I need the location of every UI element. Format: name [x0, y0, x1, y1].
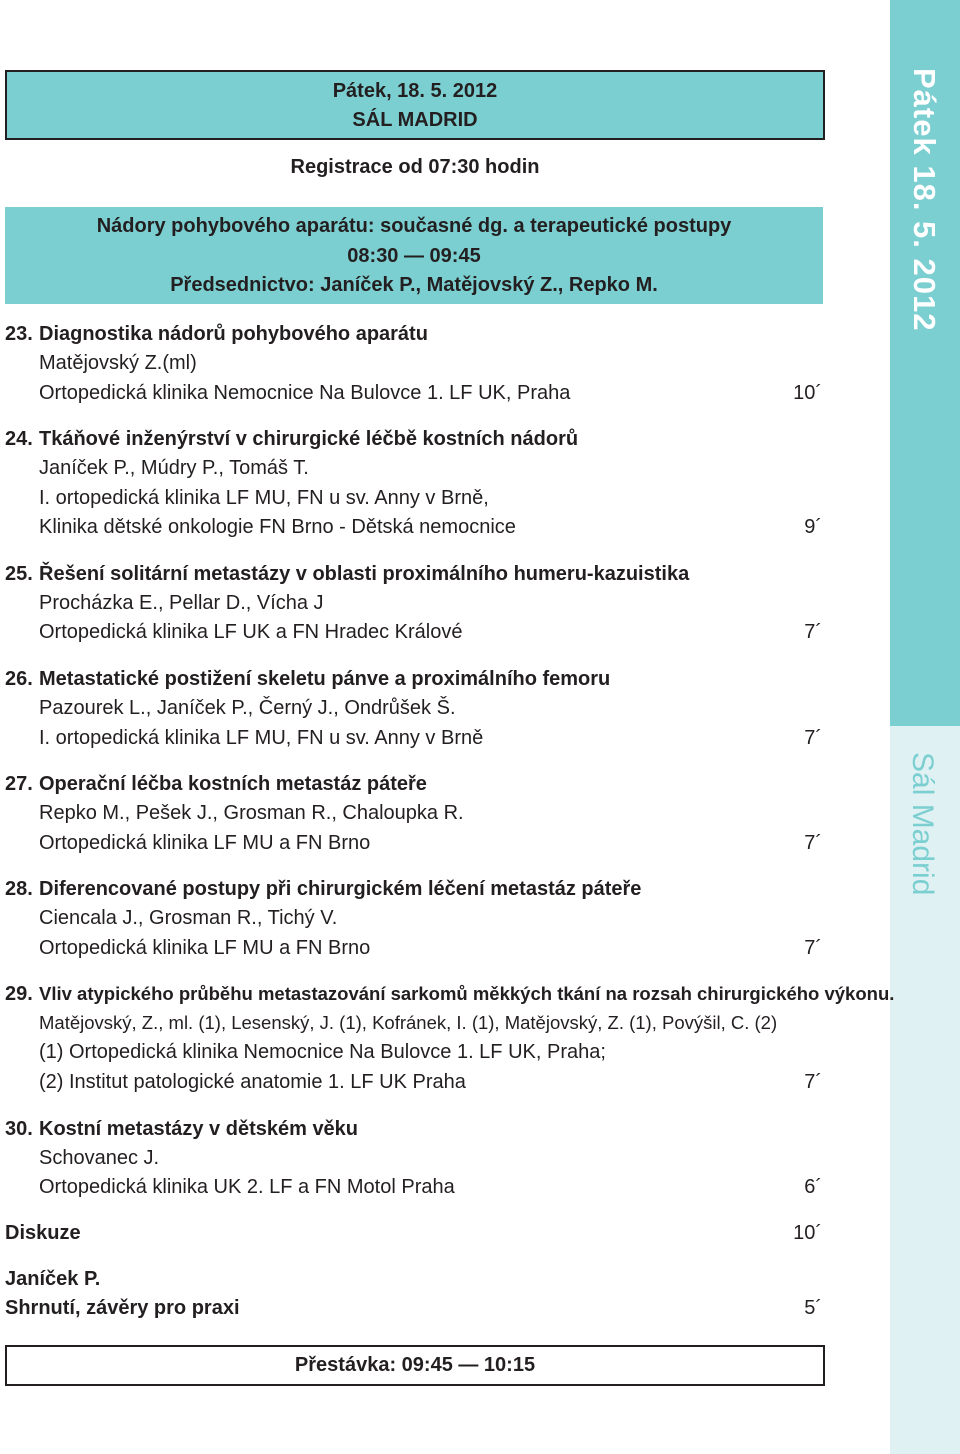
talk-affiliation: Ortopedická klinika Nemocnice Na Bulovce 1. LF UK, Praha — [39, 382, 571, 404]
session-time: 08:30 — 09:45 — [347, 245, 481, 267]
break-text: Přestávka: 09:45 — 10:15 — [294, 1354, 536, 1376]
header-room: SÁL MADRID — [352, 109, 478, 131]
talk-affiliation: Klinika dětské onkologie FN Brno - Dětská nemocnice — [39, 516, 516, 538]
talk-number: 26. — [5, 668, 33, 690]
talk-title: Diferencované postupy při chirurgickém léčení metastáz páteře — [39, 878, 642, 900]
talk-affiliation: Ortopedická klinika LF MU a FN Brno — [39, 832, 371, 854]
talk-duration: 9´ — [804, 516, 822, 538]
talk-title: Vliv atypického průběhu metastazování sarkomů měkkých tkání na rozsah chirurgického výkonu. — [39, 983, 895, 1004]
session-title: Nádory pohybového aparátu: současné dg. a terapeutické postupy — [96, 215, 732, 237]
session-box — [5, 207, 823, 304]
talk-number: 29. — [5, 983, 33, 1005]
talk-number: 24. — [5, 428, 33, 450]
talk-authors: Pazourek L., Janíček P., Černý J., Ondrůšek Š. — [39, 697, 456, 719]
talk-number: 28. — [5, 878, 33, 900]
registration-text: Registrace od 07:30 hodin — [290, 156, 540, 178]
talk-duration: 7´ — [804, 937, 822, 959]
talk-number: 27. — [5, 773, 33, 795]
talk-authors: Matějovský Z.(ml) — [39, 352, 197, 374]
session-chairs: Předsednictvo: Janíček P., Matějovský Z., Repko M. — [170, 274, 658, 296]
discussion-duration: 10´ — [793, 1222, 822, 1244]
talk-duration: 7´ — [804, 621, 822, 643]
talk-number: 23. — [5, 323, 33, 345]
talk-affiliation: Ortopedická klinika UK 2. LF a FN Motol Praha — [39, 1176, 455, 1198]
talk-authors: Repko M., Pešek J., Grosman R., Chaloupka R. — [39, 802, 464, 824]
talk-duration: 7´ — [804, 727, 822, 749]
talk-title: Diagnostika nádorů pohybového aparátu — [39, 323, 428, 345]
talk-title: Řešení solitární metastázy v oblasti proximálního humeru-kazuistika — [39, 563, 690, 585]
header-date: Pátek, 18. 5. 2012 — [332, 80, 498, 102]
header-box — [5, 70, 825, 140]
talk-number: 25. — [5, 563, 33, 585]
talk-affiliation: Ortopedická klinika LF MU a FN Brno — [39, 937, 371, 959]
talk-title: Tkáňové inženýrství v chirurgické léčbě kostních nádorů — [39, 428, 579, 450]
talk-duration: 7´ — [804, 832, 822, 854]
talk-affiliation: I. ortopedická klinika LF MU, FN u sv. Anny v Brně — [39, 727, 484, 749]
summary-duration: 5´ — [804, 1297, 822, 1319]
talk-affiliation: (1) Ortopedická klinika Nemocnice Na Bulovce 1. LF UK, Praha; — [39, 1041, 606, 1063]
talk-authors: Ciencala J., Grosman R., Tichý V. — [39, 907, 338, 929]
sidebar-room-label: Sál Madrid — [906, 752, 939, 896]
talk-duration: 7´ — [804, 1071, 822, 1093]
talk-title: Metastatické postižení skeletu pánve a proximálního femoru — [39, 668, 611, 690]
talk-duration: 10´ — [793, 382, 822, 404]
talk-authors: Janíček P., Múdry P., Tomáš T. — [39, 457, 309, 479]
talk-title: Operační léčba kostních metastáz páteře — [39, 773, 427, 795]
talk-authors: Procházka E., Pellar D., Vícha J — [39, 592, 324, 614]
sidebar-date-label: Pátek 18. 5. 2012 — [907, 68, 942, 332]
talk-affiliation: Ortopedická klinika LF UK a FN Hradec Králové — [39, 621, 463, 643]
talk-duration: 6´ — [804, 1176, 822, 1198]
summary-label: Shrnutí, závěry pro praxi — [5, 1297, 240, 1319]
talk-authors: Matějovský, Z., ml. (1), Lesenský, J. (1), Kofránek, I. (1), Matějovský, Z. (1), Povýšil, C. (2) — [39, 1012, 778, 1033]
break-box — [5, 1345, 825, 1386]
talk-authors: Schovanec J. — [39, 1147, 160, 1169]
talk-affiliation: (2) Institut patologické anatomie 1. LF UK Praha — [39, 1071, 466, 1093]
talk-number: 30. — [5, 1118, 33, 1140]
talk-affiliation: I. ortopedická klinika LF MU, FN u sv. Anny v Brně, — [39, 487, 489, 509]
summary-speaker: Janíček P. — [5, 1268, 101, 1290]
talk-title: Kostní metastázy v dětském věku — [39, 1118, 359, 1140]
discussion-label: Diskuze — [5, 1222, 81, 1244]
